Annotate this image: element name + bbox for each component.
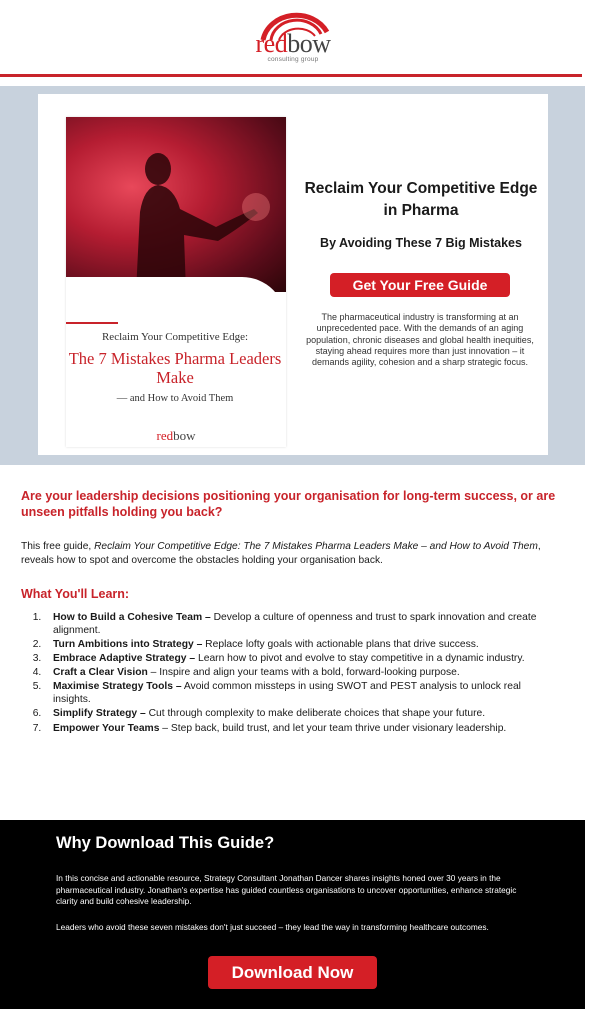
silhouette-figure-icon xyxy=(66,117,286,292)
learn-item-number: 2. xyxy=(32,639,42,651)
header xyxy=(0,0,600,76)
hero-title: Reclaim Your Competitive Edge in Pharma xyxy=(304,180,538,219)
hero-body-text: The pharmaceutical industry is transforming at an unprecedented pace. With the demands of an aging population, chronic diseases and global health inequities, staying ahead requires more than just innovation – it demands agility, cohesion and a sharp strategic focus. xyxy=(306,312,534,368)
logo-wordmark: redbow xyxy=(255,29,331,58)
learn-item-text: Maximise Strategy Tools – Avoid common missteps in using SWOT and PEST analysis to unlock real insights. xyxy=(53,681,521,706)
hero-banner xyxy=(0,86,585,465)
learn-item-text: Turn Ambitions into Strategy – Replace lofty goals with actionable plans that drive success. xyxy=(53,639,479,651)
learn-item-text: Simplify Strategy – Cut through complexity to make deliberate choices that shape your future. xyxy=(53,708,486,720)
cover-photo xyxy=(66,117,286,292)
learn-item-number: 6. xyxy=(32,708,42,720)
download-now-button[interactable]: Download Now xyxy=(208,956,377,989)
learn-list xyxy=(21,611,561,736)
cover-logo: redbow xyxy=(156,428,196,443)
intro-question: Are your leadership decisions positioning your organisation for long-term success, or are unseen pitfalls holding you back? xyxy=(21,489,556,519)
learn-item xyxy=(21,611,561,637)
why-paragraph-1: In this concise and actionable resource, Strategy Consultant Jonathan Dancer shares insights honed over 30 years in the pharmaceutical industry. Jonathan's expertise has guided countless organisations to uncover opportunities, enhance strategic clarity and build cohesive leadership. xyxy=(56,873,517,906)
learn-item-text: Embrace Adaptive Strategy – Learn how to pivot and evolve to stay competitive in a dynamic industry. xyxy=(53,653,525,665)
learn-item xyxy=(21,722,561,735)
guide-cover-image xyxy=(66,117,286,447)
learn-item xyxy=(21,638,561,651)
why-title: Why Download This Guide? xyxy=(56,834,275,852)
cover-title: The 7 Mistakes Pharma Leaders Make xyxy=(68,349,282,387)
cover-accent-rule xyxy=(66,322,118,324)
guide-title-italic: Reclaim Your Competitive Edge: The 7 Mistakes Pharma Leaders Make – and How to Avoid Them xyxy=(94,541,538,552)
learn-item-text: Craft a Clear Vision – Inspire and align your teams with a bold, forward-looking purpose. xyxy=(53,667,460,679)
intro-paragraph xyxy=(21,540,571,568)
learn-item-number: 1. xyxy=(32,612,42,623)
learn-heading: What You'll Learn: xyxy=(21,587,130,601)
learn-item xyxy=(21,707,561,720)
why-download-section xyxy=(0,820,585,1009)
cover-pre-title: Reclaim Your Competitive Edge: xyxy=(101,331,249,343)
hero-card xyxy=(38,94,548,455)
learn-item-number: 4. xyxy=(32,667,42,679)
learn-item xyxy=(21,680,561,706)
learn-item xyxy=(21,652,561,665)
header-divider xyxy=(0,74,582,77)
learn-item-text: How to Build a Cohesive Team – Develop a culture of openness and trust to spark innovation and create alignment. xyxy=(53,612,537,636)
learn-item-number: 7. xyxy=(32,722,42,734)
get-free-guide-button[interactable]: Get Your Free Guide xyxy=(330,273,510,297)
learn-item-text: Empower Your Teams – Step back, build trust, and let your team thrive under visionary leadership. xyxy=(53,722,507,734)
learn-item-number: 3. xyxy=(32,653,42,665)
learn-item-number: 5. xyxy=(32,681,42,693)
intro-lead: This free guide, xyxy=(21,541,95,552)
cover-subtitle: — and How to Avoid Them xyxy=(116,393,234,404)
intro-tail: , reveals how to spot and overcome the obstacles holding your organisation back. xyxy=(21,541,541,566)
brand-logo[interactable] xyxy=(241,10,345,64)
hero-subtitle: By Avoiding These 7 Big Mistakes xyxy=(320,236,522,250)
why-paragraph-2: Leaders who avoid these seven mistakes don't just succeed – they lead the way in transforming healthcare outcomes. xyxy=(56,922,489,932)
logo-tagline: consulting group xyxy=(267,56,319,63)
learn-item xyxy=(21,666,561,679)
